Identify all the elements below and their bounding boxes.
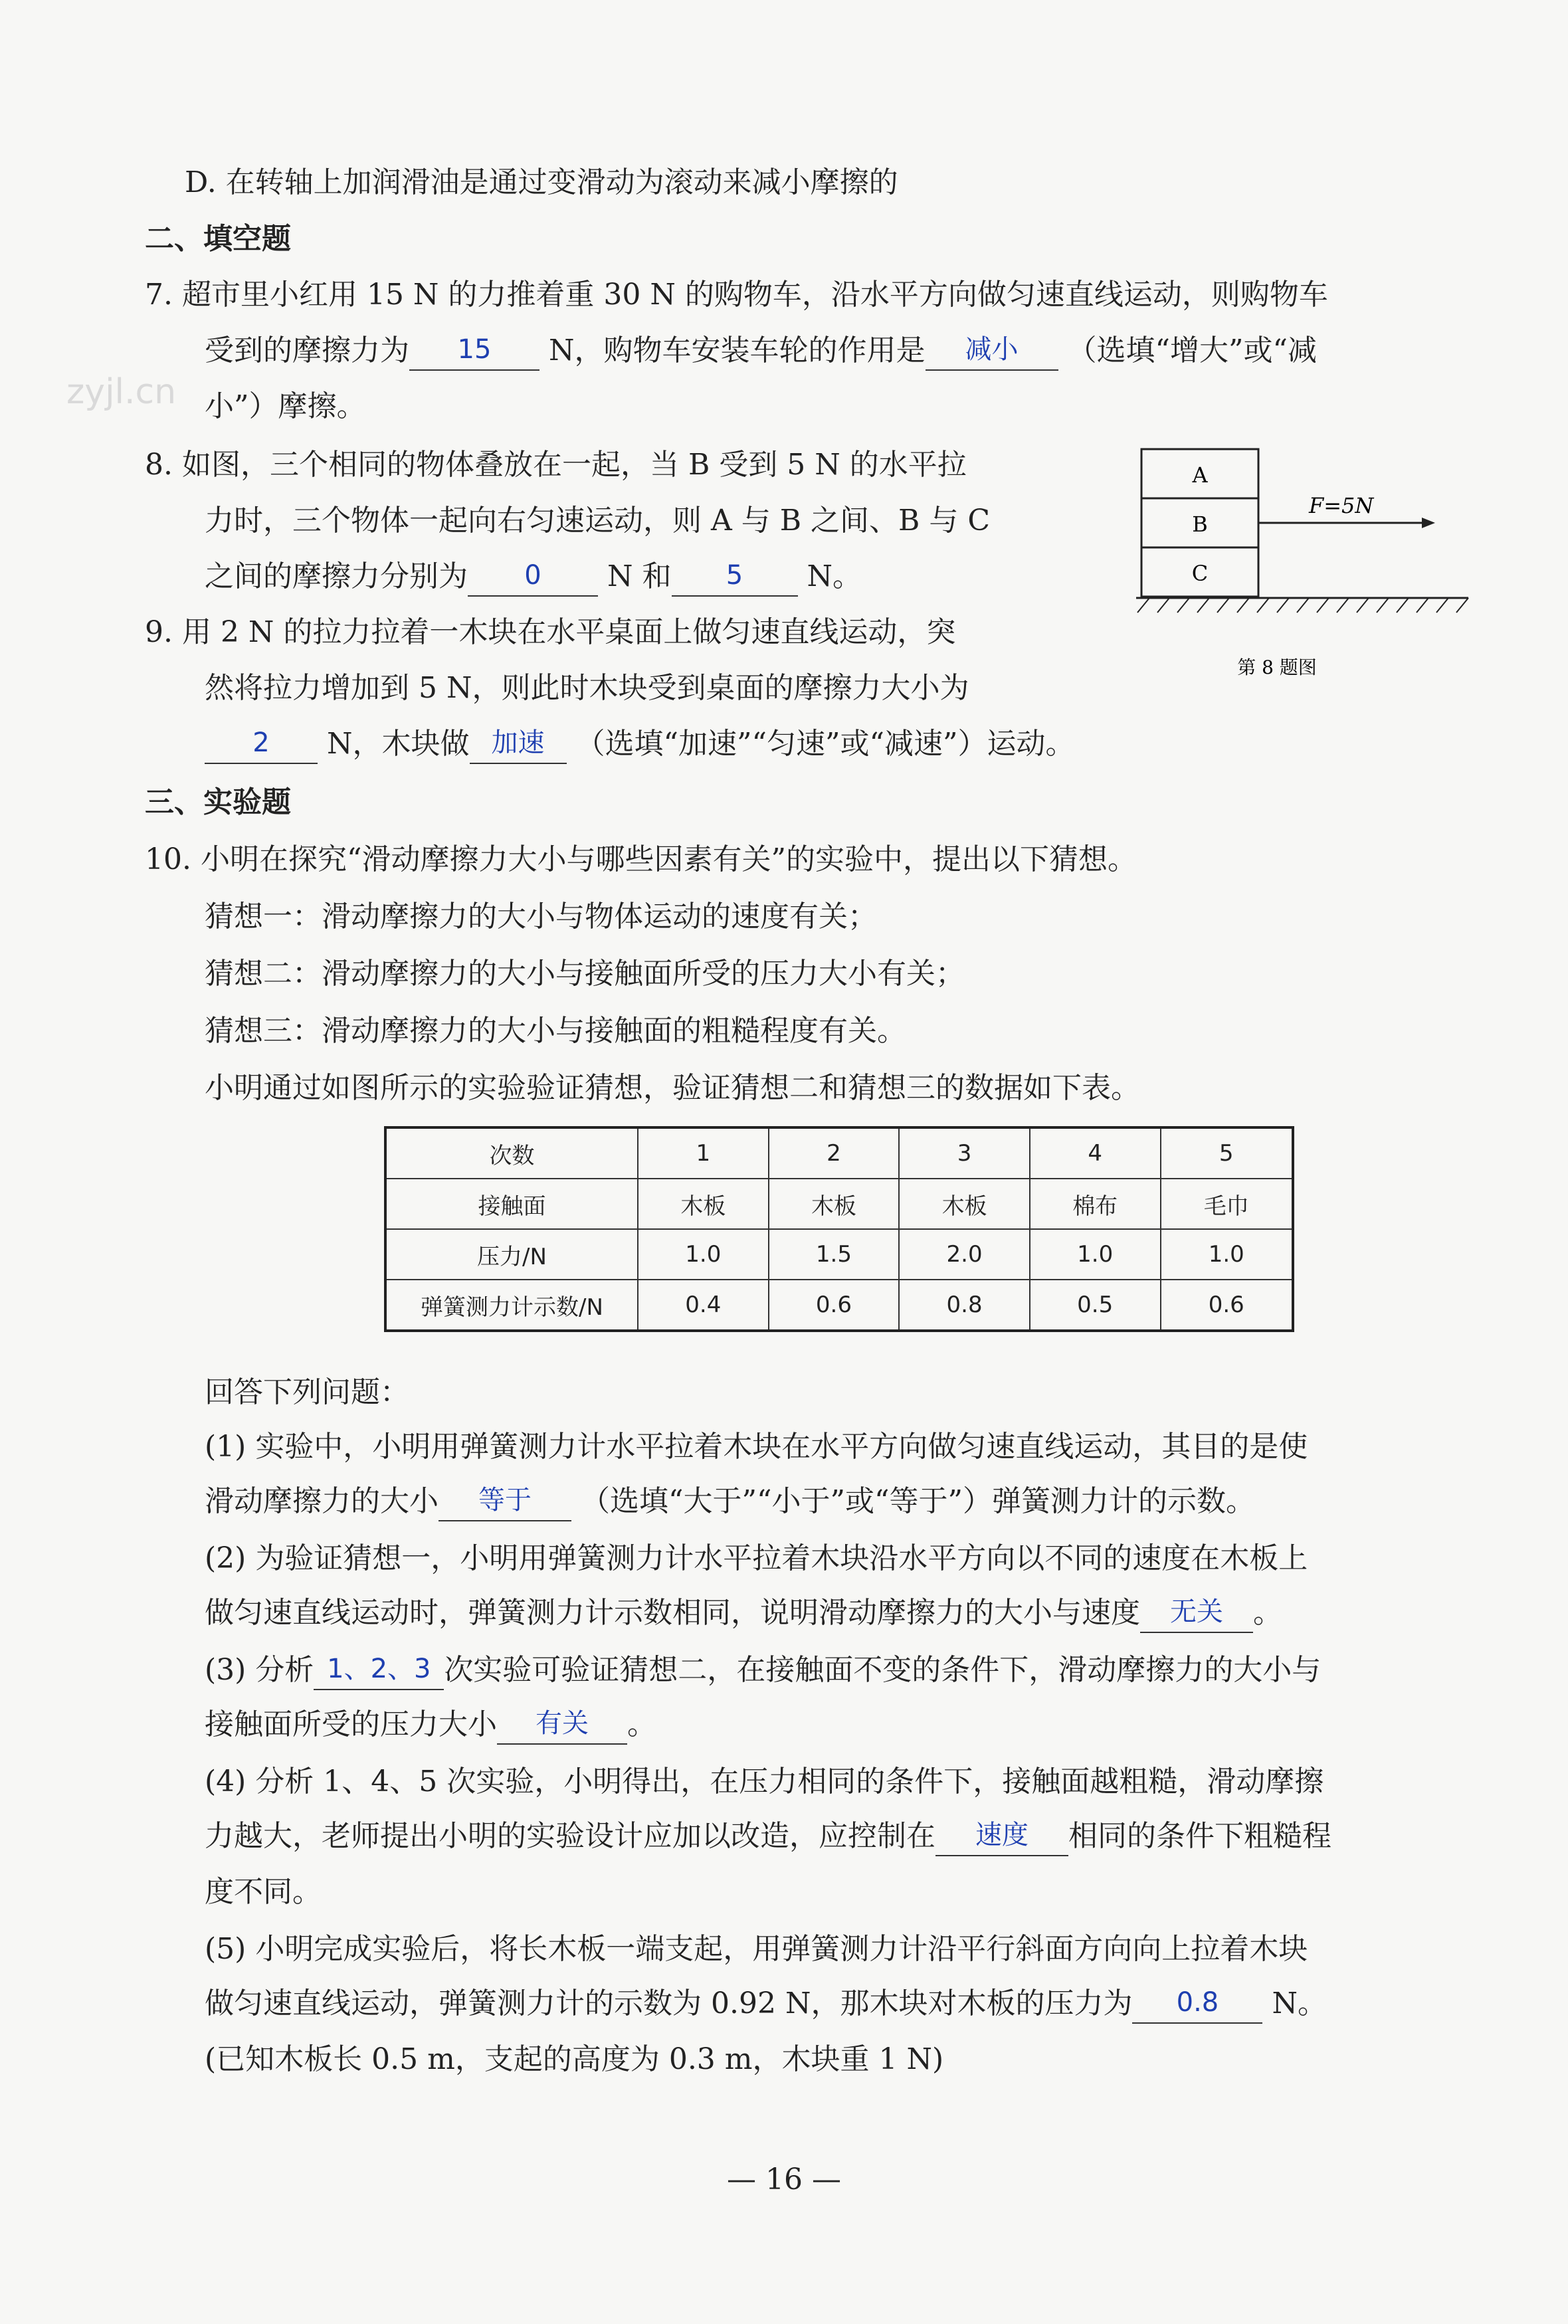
table-cell: 2.0: [899, 1229, 1030, 1280]
q10-p3-text-b: 次实验可验证猜想二，在接触面不变的条件下，滑动摩擦力的大小与: [444, 1653, 1322, 1687]
section-2-heading: 二、填空题: [145, 222, 291, 256]
q10-p1-answer: 等于: [478, 1485, 532, 1515]
q9-blank-2: [470, 728, 567, 764]
q10-p2-line-1: (2) 为验证猜想一，小明用弹簧测力计水平拉着木块沿水平方向以不同的速度在木板上: [205, 1541, 1308, 1575]
q10-p2-blank: [1140, 1597, 1253, 1633]
q10-p5-answer: 0.8: [1176, 1987, 1219, 2018]
table-cell: 毛巾: [1161, 1179, 1294, 1229]
table-cell: 0.5: [1030, 1280, 1161, 1331]
q8-text-b: N 和: [607, 559, 672, 593]
table-cell: 1.0: [1161, 1229, 1294, 1280]
q10-p5-line-3: (已知木板长 0.5 m，支起的高度为 0.3 m，木块重 1 N): [205, 2042, 944, 2076]
q10-p3-text-c: 接触面所受的压力大小: [205, 1707, 497, 1741]
q10-p4-text-a: 力越大，老师提出小明的实验设计应加以改造，应控制在: [205, 1819, 935, 1853]
q7-blank-1: [409, 335, 539, 371]
q10-p5-line-2: [205, 1984, 1327, 2024]
table-cell: 压力/N: [385, 1229, 638, 1280]
answer-prompt: 回答下列问题：: [205, 1375, 409, 1409]
q10-intro: 10. 小明在探究“滑动摩擦力大小与哪些因素有关”的实验中，提出以下猜想。: [145, 842, 1137, 876]
table-row: [385, 1127, 1293, 1179]
table-cell: 1.0: [1030, 1229, 1161, 1280]
force-label: F=5N: [1309, 493, 1374, 518]
q7-text-b: N，购物车安装车轮的作用是: [549, 334, 926, 367]
q10-guess-2: 猜想二：滑动摩擦力的大小与接触面所受的压力大小有关；: [205, 957, 965, 991]
label-b: B: [1192, 512, 1208, 537]
table-cell: 1.5: [769, 1229, 900, 1280]
q9-blank-1: [205, 728, 318, 764]
q10-guess-1: 猜想一：滑动摩擦力的大小与物体运动的速度有关；: [205, 900, 877, 933]
table-row: [385, 1280, 1293, 1331]
q9-line-2: 然将拉力增加到 5 N，则此时木块受到桌面的摩擦力大小为: [205, 671, 969, 705]
q10-desc: 小明通过如图所示的实验验证猜想，验证猜想二和猜想三的数据如下表。: [205, 1071, 1140, 1105]
table-cell: 1: [638, 1127, 769, 1179]
q10-p3-text-d: 。: [627, 1707, 656, 1741]
table-cell: 4: [1030, 1127, 1161, 1179]
table-cell: 0.8: [899, 1280, 1030, 1331]
q9-answer-2: 加速: [491, 727, 545, 758]
q7-text-c: （选填“增大”或“减: [1067, 334, 1317, 367]
q8-figure: [1129, 438, 1488, 691]
label-a: A: [1192, 462, 1208, 488]
ground-hatch: [1137, 598, 1468, 613]
table-row: [385, 1179, 1293, 1229]
q8-blank-1: [468, 561, 598, 597]
section-3-heading: 三、实验题: [145, 785, 291, 819]
table-cell: 0.4: [638, 1280, 769, 1331]
q10-p3-blank-1: [314, 1654, 444, 1690]
table-cell: 木板: [899, 1179, 1030, 1229]
page-number: — 16 —: [727, 2163, 841, 2196]
q8-answer-1: 0: [524, 560, 541, 591]
q10-p2-answer: 无关: [1170, 1597, 1223, 1627]
q7-line-3: 小”）摩擦。: [205, 389, 366, 423]
q7-line-2: [205, 331, 1317, 371]
q10-p4-line-1: (4) 分析 1、4、5 次实验，小明得出，在压力相同的条件下，接触面越粗糙，滑动摩擦: [205, 1765, 1324, 1798]
q10-p5-blank: [1132, 1988, 1262, 2024]
table-cell: 0.6: [769, 1280, 900, 1331]
table-cell: 次数: [385, 1127, 638, 1179]
q8-line-3: [205, 557, 862, 597]
table-cell: 3: [899, 1127, 1030, 1179]
q10-p4-answer: 速度: [975, 1820, 1029, 1850]
table-cell: 2: [769, 1127, 900, 1179]
q10-p4-line-3: 度不同。: [205, 1875, 322, 1909]
table-cell: 弹簧测力计示数/N: [385, 1280, 638, 1331]
q7-line-1: 7. 超市里小红用 15 N 的力推着重 30 N 的购物车，沿水平方向做匀速直线运动，则购物车: [145, 278, 1328, 312]
q9-line-3: [205, 724, 1074, 764]
q8-blank-2: [672, 561, 798, 597]
q10-p2-text-b: 。: [1253, 1596, 1282, 1630]
q8-answer-2: 5: [726, 560, 743, 591]
q8-text-c: N。: [807, 559, 862, 593]
q10-p3-line-1: [205, 1650, 1321, 1690]
q10-p5-text-b: N。: [1272, 1986, 1327, 2020]
watermark: zyjl.cn: [66, 372, 177, 412]
q8-line-2: 力时，三个物体一起向右匀速运动，则 A 与 B 之间、B 与 C: [205, 504, 991, 537]
q10-p3-blank-2: [497, 1709, 627, 1745]
q7-answer-1: 15: [457, 334, 492, 365]
q10-p4-line-2: [205, 1816, 1331, 1856]
label-c: C: [1191, 561, 1209, 586]
q10-p3-text-a: (3) 分析: [205, 1653, 314, 1687]
table-cell: 木板: [769, 1179, 900, 1229]
q10-p2-line-2: [205, 1593, 1282, 1633]
q9-answer-1: 2: [252, 727, 270, 758]
table-cell: 5: [1161, 1127, 1294, 1179]
q8-text-a: 之间的摩擦力分别为: [205, 559, 468, 593]
q8-line-1: 8. 如图，三个相同的物体叠放在一起，当 B 受到 5 N 的水平拉: [145, 448, 967, 482]
table-cell: 0.6: [1161, 1280, 1294, 1331]
q10-p1-blank: [439, 1486, 571, 1521]
q7-answer-2: 减小: [965, 334, 1019, 365]
q7-blank-2: [926, 335, 1058, 371]
figure-caption: 第 8 题图: [1237, 656, 1317, 678]
table-cell: 1.0: [638, 1229, 769, 1280]
table-row: [385, 1229, 1293, 1280]
q10-p1-text-b: （选填“大于”“小于”或“等于”）弹簧测力计的示数。: [581, 1484, 1255, 1518]
table-cell: 接触面: [385, 1179, 638, 1229]
table-cell: 木板: [638, 1179, 769, 1229]
q9-text-a: N，木块做: [327, 727, 470, 761]
q10-p3-line-2: [205, 1705, 656, 1745]
q10-p5-text-a: 做匀速直线运动，弹簧测力计的示数为 0.92 N，那木块对木板的压力为: [205, 1986, 1133, 2020]
q10-p1-line-1: (1) 实验中，小明用弹簧测力计水平拉着木块在水平方向做匀速直线运动，其目的是使: [205, 1430, 1308, 1464]
q10-p3-answer-1: 1、2、3: [327, 1654, 431, 1684]
force-arrow-head: [1422, 518, 1435, 528]
q9-line-1: 9. 用 2 N 的拉力拉着一木块在水平桌面上做匀速直线运动，突: [145, 615, 956, 649]
q10-p5-line-1: (5) 小明完成实验后，将长木板一端支起，用弹簧测力计沿平行斜面方向向上拉着木块: [205, 1932, 1308, 1966]
q7-text-a: 受到的摩擦力为: [205, 334, 409, 367]
q10-p4-text-b: 相同的条件下粗糙程: [1068, 1819, 1331, 1853]
q10-p1-line-2: [205, 1482, 1255, 1521]
q9-text-b: （选填“加速”“匀速”或“减速”）运动。: [575, 727, 1075, 761]
q10-p2-text-a: 做匀速直线运动时，弹簧测力计示数相同，说明滑动摩擦力的大小与速度: [205, 1596, 1140, 1630]
data-table: [384, 1126, 1294, 1332]
q6-option-d: D. 在转轴上加润滑油是通过变滑动为滚动来减小摩擦的: [185, 165, 898, 199]
q10-p1-text-a: 滑动摩擦力的大小: [205, 1484, 439, 1518]
q10-p4-blank: [935, 1820, 1068, 1856]
table-cell: 棉布: [1030, 1179, 1161, 1229]
q10-p3-answer-2: 有关: [536, 1708, 589, 1739]
q10-guess-3: 猜想三：滑动摩擦力的大小与接触面的粗糙程度有关。: [205, 1014, 906, 1048]
